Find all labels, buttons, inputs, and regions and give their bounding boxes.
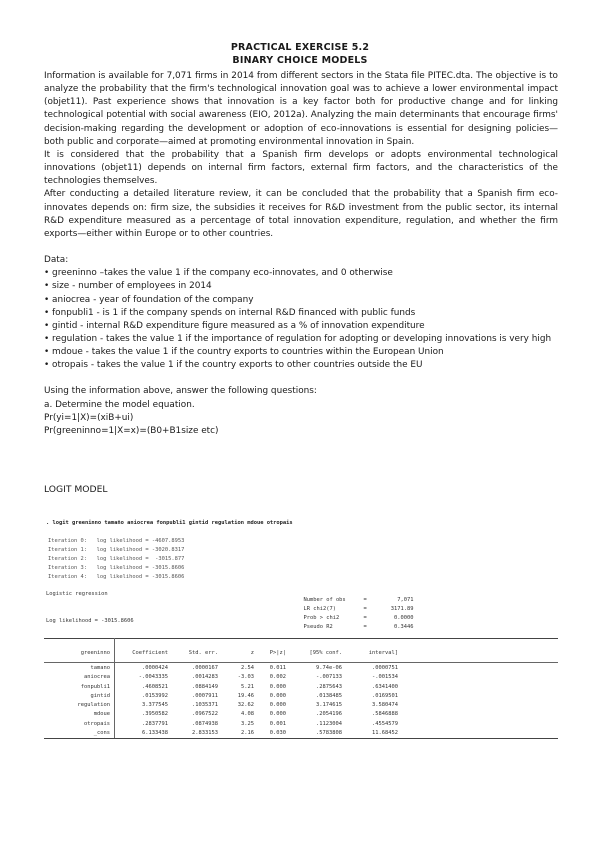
list-item: • aniocrea - year of foundation of the company (44, 294, 254, 305)
log-likelihood: Log likelihood = -3015.8606 (46, 618, 134, 624)
list-item: • size - number of employees in 2014 (44, 281, 212, 292)
list-item: • greeninno –takes the value 1 if the company eco-innovates, and 0 otherwise (44, 268, 393, 279)
iteration-line: Iteration 3: log likelihood = -3015.8606 (48, 565, 185, 571)
title-block (0, 41, 600, 67)
column-header: Std. err. (188, 649, 218, 656)
model-name: Logistic regression (46, 591, 108, 597)
iteration-line: Iteration 2: log likelihood = -3015.877 (48, 556, 185, 562)
table-row: tamano .0000424 .0000167 2.54 0.011 9.74e-06 .0000751 (90, 664, 398, 671)
stat-number-of-obs: Number of obs = 7,071 (303, 597, 414, 603)
table-row: fonpubli1 .4608521 .0884149 5.21 0.000 .2875643 .6341400 (80, 683, 398, 690)
table-row: mdoue .3950582 .0967522 4.08 0.000 .2054196 .5846888 (93, 711, 398, 718)
column-header: interval] (368, 649, 398, 656)
column-header: z (250, 649, 254, 656)
column-header: greeninno (80, 649, 110, 656)
table-row: otropais .2837791 .0874938 3.25 0.001 .1123004 .4554579 (84, 720, 398, 727)
table-row: gintid .0153992 .0007911 19.46 0.000 .0138485 .0169501 (90, 692, 398, 699)
page-title: PRACTICAL EXERCISE 5.2 (230, 42, 370, 53)
stat-prob-chi2: Prob > chi2 = 0.0000 (303, 615, 414, 621)
iteration-line: Iteration 4: log likelihood = -3015.8606 (48, 574, 185, 580)
iteration-line: Iteration 0: log likelihood = -4607.8953 (48, 538, 185, 544)
iteration-line: Iteration 1: log likelihood = -3020.8317 (48, 547, 185, 553)
data-heading: Data: (44, 255, 69, 266)
table-top-rule (44, 638, 558, 639)
table-header-row (44, 648, 398, 663)
list-item: • gintid - internal R&D expenditure figure measured as a % of innovation expenditure (44, 320, 425, 331)
intro-paragraph: Information is available for 7,071 firms in 2014 from different sectors in the Stata file PITEC.dta. The objective is to analyze the probability that the firm's technological innovation goal was to achieve a lower environmental impact (objet11). Past experience shows that innovation is a key factor both for productive change and for linking technological potential with social awareness (EIO, 2012a). Analyzing the main determinants that encourage firms' decision-making regarding the development or adoption of eco-innovations is essential for designing policies—both public and corporate—aimed at promoting environmental innovation in Spain. (44, 71, 558, 147)
list-item: • regulation - takes the value 1 if the importance of regulation for adopting or developing innovations is very high (44, 333, 552, 344)
variable-list (44, 267, 558, 372)
list-item: • mdoue - takes the value 1 if the country exports to countries within the European Union (44, 347, 444, 358)
list-item: • fonpubli1 - is 1 if the company spends on internal R&D financed with public funds (44, 307, 416, 318)
table-row: regulation 3.377545 .1035371 32.62 0.000 3.174615 3.580474 (77, 702, 398, 709)
column-header: Coefficient (132, 649, 168, 656)
list-item: • otropais - takes the value 1 if the country exports to other countries outside the EU (44, 360, 423, 371)
hypothesis-paragraph: It is considered that the probability that a Spanish firm develops or adopts environmental technological innovations (objet11) depends on internal firm factors, external firm factors, and the characteristics of the technologies themselves. (44, 149, 558, 187)
literature-paragraph: After conducting a detailed literature review, it can be concluded that the probability that a Spanish firm eco-innovates depends on: firm size, the subsidies it receives for R&D investment from the public sector, its internal R&D expenditure measured as a percentage of total innovation expenditure, regulation, and whether the firm exports—either within Europe or to other countries. (44, 189, 558, 239)
question-a: a. Determine the model equation. (44, 399, 195, 410)
table-row: aniocrea -.0043335 .0014283 -3.03 0.002 -.007133 -.001534 (84, 674, 398, 681)
stata-command: . logit greeninno tamaño aniocrea fonpubli1 gintid regulation mdoue otropais (46, 520, 293, 526)
table-bottom-rule (44, 738, 558, 739)
equation-specific: Pr(greeninno=1|X=x)=(B0+B1size etc) (44, 425, 219, 436)
stat-pseudo-r2: Pseudo R2 = 0.3446 (303, 624, 414, 630)
page-subtitle: BINARY CHOICE MODELS (232, 55, 368, 66)
column-header: [95% conf. (309, 649, 342, 656)
questions-intro: Using the information above, answer the following questions: (44, 386, 317, 397)
equation-general: Pr(yi=1|X)=(xiB+ui) (44, 412, 134, 423)
logit-heading: LOGIT MODEL (44, 484, 108, 495)
stat-lr-chi2: LR chi2(7) = 3171.89 (303, 606, 414, 612)
document-body (44, 70, 558, 438)
table-row: _cons 6.133438 2.833153 2.16 0.030 .5783808 11.68452 (93, 730, 398, 737)
coefficient-table (44, 648, 398, 738)
column-header: P>|z| (269, 649, 286, 656)
stata-output (44, 514, 558, 786)
